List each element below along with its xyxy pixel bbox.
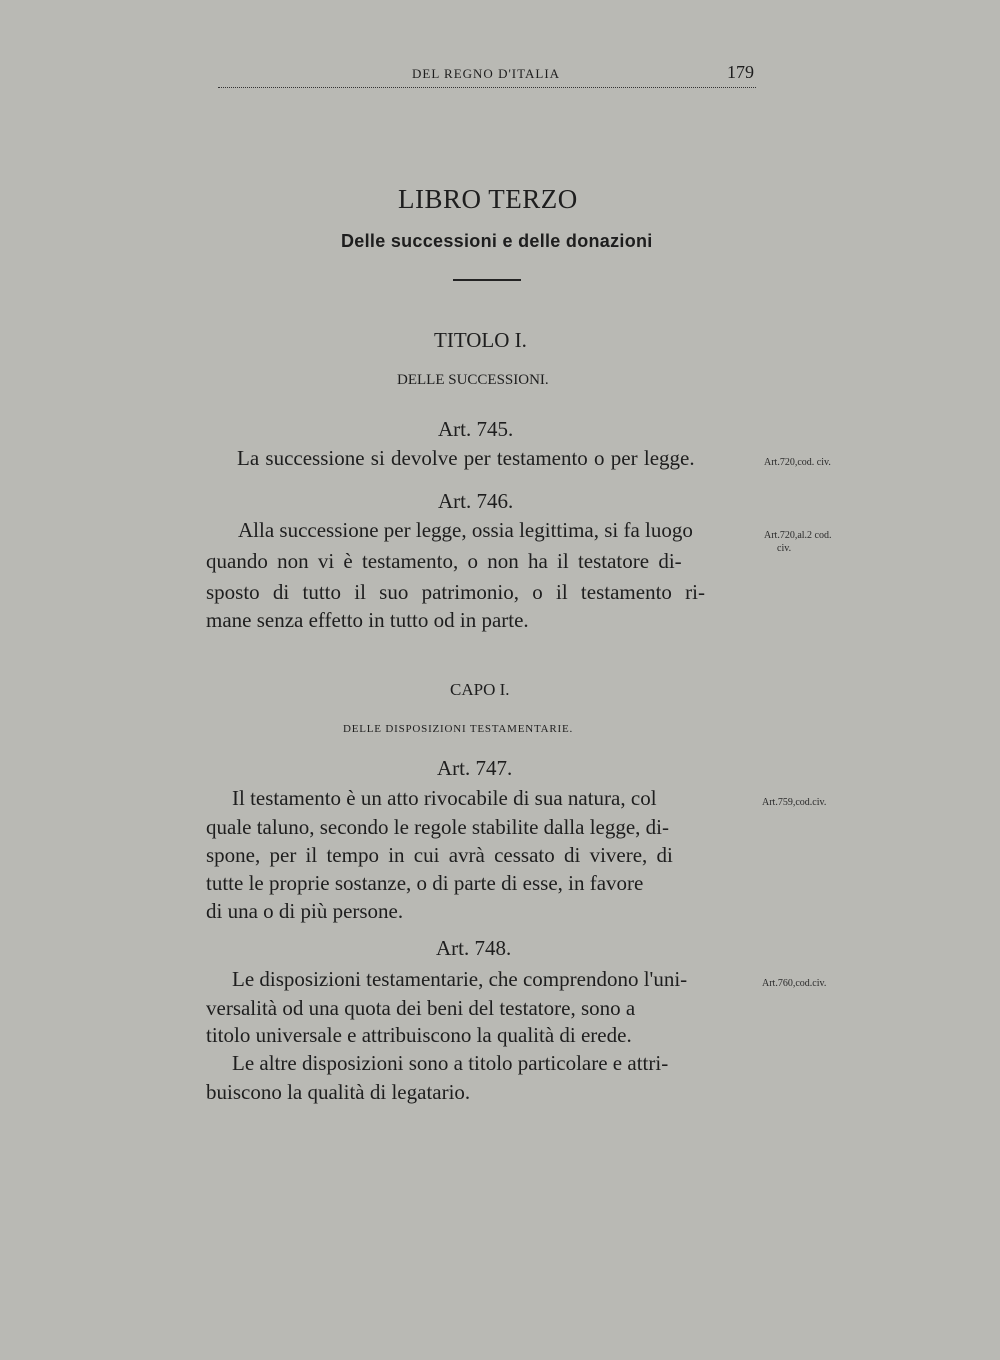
margin-note: Art.759,cod.civ. bbox=[762, 797, 827, 808]
titolo-subheading: DELLE SUCCESSIONI. bbox=[397, 372, 549, 388]
article-line: Le altre disposizioni sono a titolo particolare e attri- bbox=[232, 1051, 669, 1075]
article-heading: Art. 745. bbox=[438, 417, 514, 441]
article-line: spone, per il tempo in cui avrà cessato di vivere, di bbox=[206, 843, 673, 867]
running-header: DEL REGNO D'ITALIA bbox=[412, 66, 561, 81]
article-line: versalità od una quota dei beni del testatore, sono a bbox=[206, 996, 636, 1020]
capo-subheading: DELLE DISPOSIZIONI TESTAMENTARIE. bbox=[343, 723, 574, 735]
article-line: La successione si devolve per testamento o per legge. bbox=[237, 446, 695, 470]
article-line: sposto di tutto il suo patrimonio, o il testamento ri- bbox=[206, 580, 705, 604]
article-line: titolo universale e attribuiscono la qualità di erede. bbox=[206, 1023, 632, 1047]
article-line: buiscono la qualità di legatario. bbox=[206, 1080, 471, 1104]
titolo-heading: TITOLO I. bbox=[434, 328, 527, 352]
article-line: di una o di più persone. bbox=[206, 899, 404, 923]
article-line: Alla successione per legge, ossia legittima, si fa luogo bbox=[238, 518, 693, 542]
article-line: Il testamento è un atto rivocabile di sua natura, col bbox=[232, 786, 657, 810]
book-subtitle: Delle successioni e delle donazioni bbox=[341, 231, 653, 251]
article-line: quando non vi è testamento, o non ha il testatore di- bbox=[206, 549, 682, 573]
article-heading: Art. 747. bbox=[437, 756, 513, 780]
book-title: LIBRO TERZO bbox=[398, 184, 578, 214]
article-heading: Art. 746. bbox=[438, 489, 514, 513]
margin-note: civ. bbox=[777, 543, 792, 554]
margin-note: Art.720,cod. civ. bbox=[764, 457, 831, 468]
capo-heading: CAPO I. bbox=[450, 680, 510, 699]
margin-note: Art.720,al.2 cod. bbox=[764, 530, 832, 541]
header-rule bbox=[218, 87, 756, 88]
article-heading: Art. 748. bbox=[436, 936, 512, 960]
section-divider bbox=[453, 279, 521, 281]
article-line: tutte le proprie sostanze, o di parte di esse, in favore bbox=[206, 871, 644, 895]
article-line: mane senza effetto in tutto od in parte. bbox=[206, 608, 529, 632]
article-line: quale taluno, secondo le regole stabilite dalla legge, di- bbox=[206, 815, 670, 839]
margin-note: Art.760,cod.civ. bbox=[762, 978, 827, 989]
page-number: 179 bbox=[727, 62, 754, 82]
article-line: Le disposizioni testamentarie, che comprendono l'uni- bbox=[232, 967, 688, 991]
